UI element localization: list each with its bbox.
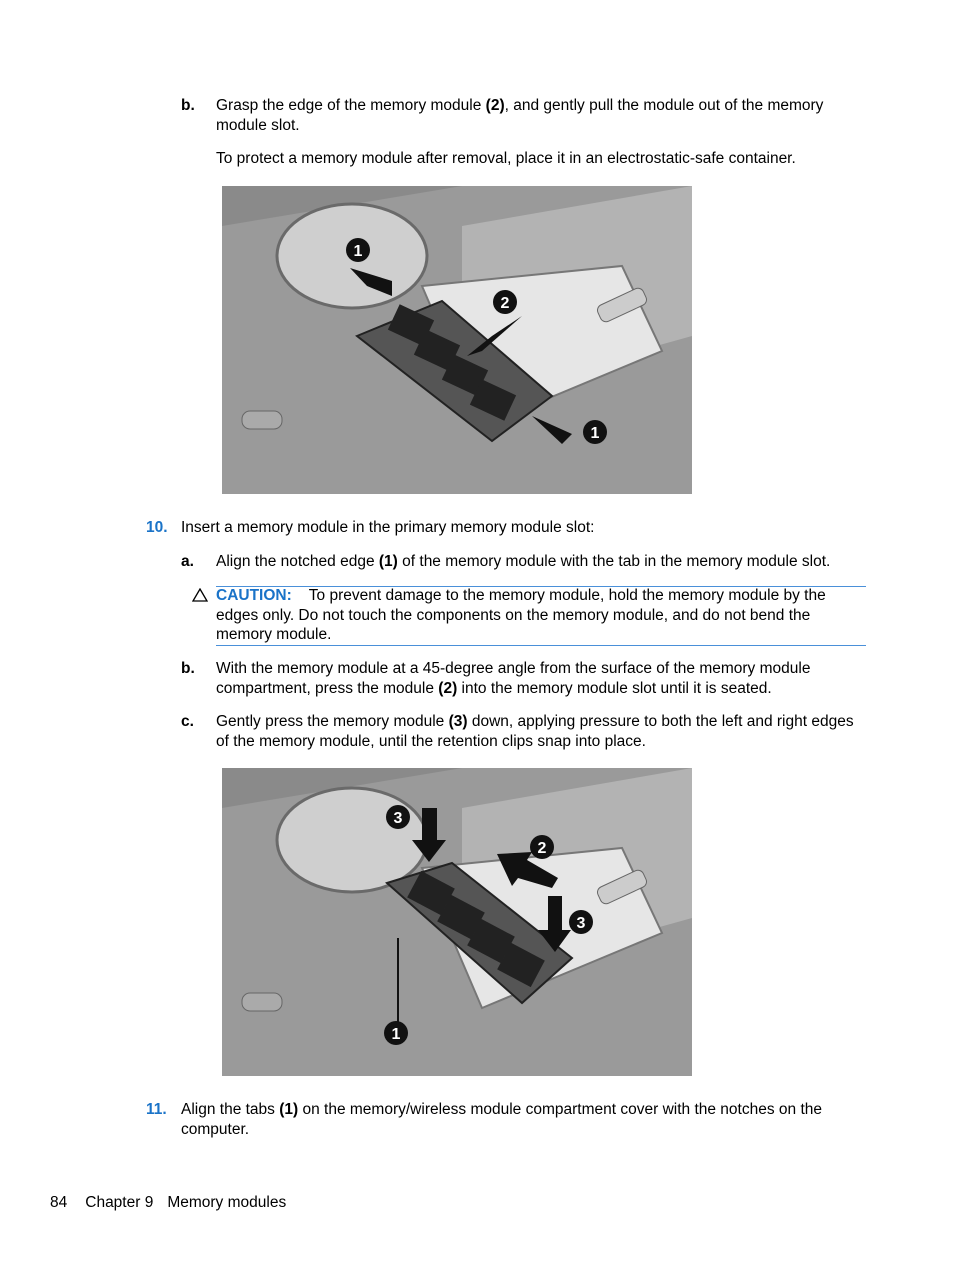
step-b-callout-ref: (2) (485, 97, 505, 114)
step-c-line1-post: down, applying pressure to both the left and right edges (467, 713, 854, 730)
step-10-number: 10. (146, 519, 168, 536)
step-c-text (216, 712, 881, 751)
callout-2-label: 2 (500, 295, 510, 312)
step-c-line1-pre: Gently press the memory module (216, 713, 449, 730)
step-11-line1-post: on the memory/wireless module compartment cover with the notches on the (298, 1101, 822, 1118)
caution-line2: edges only. Do not touch the components on the memory module, and do not bend the (216, 606, 811, 624)
step-b-text-pre: Grasp the edge of the memory module (216, 97, 486, 114)
step-11-callout-ref: (1) (279, 1101, 299, 1118)
step-a-callout-ref: (1) (378, 553, 398, 570)
memory-removal-drawing (222, 186, 692, 494)
callout-2-label: 2 (537, 840, 547, 857)
step-11-number: 11. (146, 1101, 167, 1118)
step-b-note: To protect a memory module after removal, place it in an electrostatic-safe container. (216, 150, 796, 167)
chapter-label: Chapter 9 (85, 1194, 154, 1211)
step-10-text: Insert a memory module in the primary memory module slot: (181, 519, 595, 536)
caution-line1: To prevent damage to the memory module, hold the memory module by the (308, 587, 826, 604)
callout-1-label: 1 (391, 1026, 401, 1043)
step-c-label: c. (181, 713, 194, 730)
caution-label: CAUTION: (216, 587, 292, 604)
step-b-text-line2: module slot. (216, 116, 300, 134)
page-number: 84 (50, 1194, 68, 1211)
step-b-text (216, 96, 876, 135)
callout-3b-label: 3 (576, 915, 586, 932)
step-b2-text (216, 659, 876, 698)
memory-install-illustration (222, 768, 692, 1076)
step-b2-line1: With the memory module at a 45-degree angle from the surface of the memory module (216, 660, 811, 677)
step-a-text-post: of the memory module with the tab in the memory module slot. (397, 553, 831, 570)
step-b2-line2-pre: compartment, press the module (216, 679, 439, 697)
step-c-line2: of the memory module, until the retention clips snap into place. (216, 732, 646, 750)
warning-triangle-icon (192, 588, 208, 608)
callout-3-label: 3 (393, 810, 403, 827)
step-a-label: a. (181, 553, 194, 570)
step-11-text (181, 1100, 871, 1139)
caution-text (216, 586, 868, 645)
callout-1-label: 1 (353, 243, 363, 260)
caution-line3: memory module. (216, 626, 332, 643)
memory-removal-illustration (222, 186, 692, 494)
step-a-text-pre: Align the notched edge (216, 553, 379, 570)
step-b-text-post: , and gently pull the module out of the memory (504, 97, 824, 114)
step-b2-label: b. (181, 660, 195, 677)
callout-1b-label: 1 (590, 425, 600, 442)
page-footer (50, 1193, 286, 1213)
step-c-callout-ref: (3) (448, 713, 468, 730)
step-11-line2: computer. (181, 1120, 250, 1138)
step-b2-line2-post: into the memory module slot until it is seated. (457, 679, 772, 697)
step-11-line1-pre: Align the tabs (181, 1101, 280, 1118)
memory-install-drawing (222, 768, 692, 1076)
chapter-title: Memory modules (167, 1194, 287, 1211)
step-a-text (216, 552, 876, 572)
step-b2-callout-ref: (2) (438, 679, 458, 697)
step-b-label: b. (181, 97, 195, 114)
